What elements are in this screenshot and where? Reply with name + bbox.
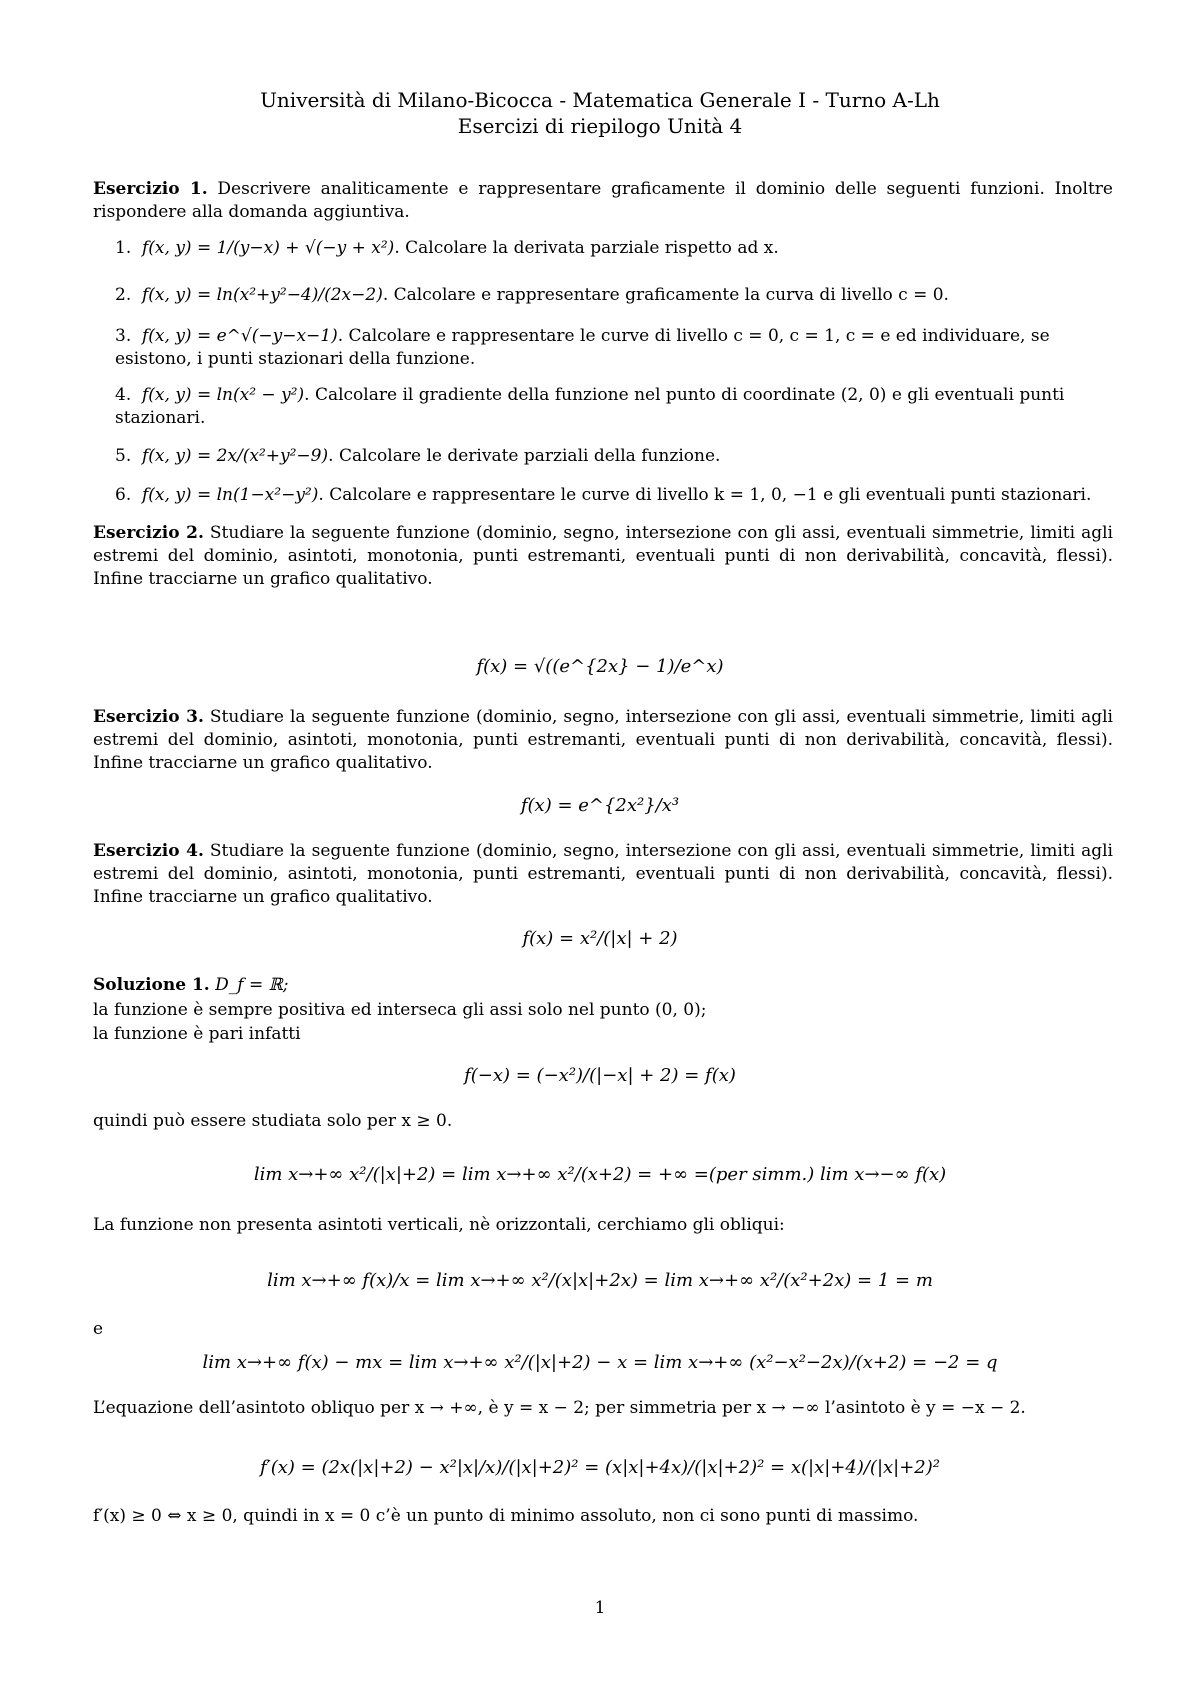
item-text: . Calcolare il gradiente della funzione nel punto di coordinate (2, 0) e gli eventuali punti stazionari.: [115, 385, 1065, 428]
solution-1-line-6: L’equazione dell’asintoto obliquo per x → +∞, è y = x − 2; per simmetria per x → −∞ l’asintoto è y = −x − 2.: [93, 1398, 1026, 1418]
solution-1-derivative-equation: f′(x) = (2x(|x|+2) − x²|x|/x)/(|x|+2)² = (x|x|+4x)/(|x|+2)² = x(|x|+4)/(|x|+2)²: [259, 1457, 940, 1478]
exercise-1-label: Esercizio 1.: [93, 179, 208, 199]
header-subtitle: Esercizi di riepilogo Unità 4: [457, 114, 743, 138]
exercise-4-body: Studiare la seguente funzione (dominio, segno, intersezione con gli assi, eventuali simmetrie, limiti agli estremi del dominio, asintoti, monotonia, punti estremanti, eventuali punti di non derivabilità, concavità, flessi). Infine tracciarne un grafico qualitativo.: [93, 841, 1113, 907]
solution-1-q-equation: lim x→+∞ f(x) − mx = lim x→+∞ x²/(|x|+2) − x = lim x→+∞ (x²−x²−2x)/(x+2) = −2 = q: [202, 1352, 998, 1373]
item-text: . Calcolare e rappresentare le curve di livello c = 0, c = 1, c = e ed individuare, se esistono, i punti stazionari della funzione.: [115, 326, 1050, 369]
exercise-2-label: Esercizio 2.: [93, 523, 204, 543]
item-text: . Calcolare e rappresentare le curve di livello k = 1, 0, −1 e gli eventuali punti stazionari.: [318, 485, 1092, 505]
item-number: 1.: [115, 238, 132, 258]
item-formula: f(x, y) = 2x/(x²+y²−9): [142, 446, 329, 466]
exercise-3-text: [93, 706, 1113, 775]
exercise-1-intro: [93, 178, 1113, 224]
exercise-2-text: [93, 522, 1113, 591]
item-formula: f(x, y) = ln(x² − y²): [142, 385, 305, 405]
exercise-1-item-3: [115, 325, 1113, 371]
header-title: Università di Milano-Bicocca - Matematica Generale I - Turno A-Lh: [260, 88, 940, 112]
exercise-4-formula: f(x) = x²/(|x| + 2): [522, 928, 678, 949]
solution-1-limit-equation: lim x→+∞ x²/(|x|+2) = lim x→+∞ x²/(x+2) = +∞ =(per simm.) lim x→−∞ f(x): [253, 1164, 947, 1185]
exercise-4-text: [93, 840, 1113, 909]
exercise-2-formula: f(x) = √((e^{2x} − 1)/e^x): [476, 656, 724, 677]
exercise-3-body: Studiare la seguente funzione (dominio, segno, intersezione con gli assi, eventuali simmetrie, limiti agli estremi del dominio, asintoti, monotonia, punti estremanti, eventuali punti di non derivabilità, concavità, flessi). Infine tracciarne un grafico qualitativo.: [93, 707, 1113, 773]
exercise-1-item-2: [115, 284, 1113, 307]
item-text: . Calcolare le derivate parziali della funzione.: [328, 446, 721, 466]
exercise-1-item-5: [115, 445, 1113, 468]
exercise-3-label: Esercizio 3.: [93, 707, 204, 727]
item-formula: f(x, y) = ln(x²+y²−4)/(2x−2): [142, 285, 383, 305]
solution-1-line-3: la funzione è pari infatti: [93, 1024, 301, 1044]
item-number: 4.: [115, 385, 132, 405]
exercise-1-item-4: [115, 384, 1113, 430]
item-formula: f(x, y) = 1/(y−x) + √(−y + x²): [142, 238, 395, 258]
solution-1-line-4: quindi può essere studiata solo per x ≥ 0.: [93, 1111, 453, 1131]
solution-1-label: Soluzione 1.: [93, 975, 210, 995]
solution-1-line-2: la funzione è sempre positiva ed interseca gli assi solo nel punto (0, 0);: [93, 1000, 707, 1020]
item-formula: f(x, y) = ln(1−x²−y²): [142, 485, 319, 505]
item-formula: f(x, y) = e^√(−y−x−1): [142, 326, 338, 346]
item-number: 2.: [115, 285, 132, 305]
solution-1-line-5: La funzione non presenta asintoti verticali, nè orizzontali, cerchiamo gli obliqui:: [93, 1215, 785, 1235]
exercise-1-item-1: [115, 237, 1113, 260]
item-text: . Calcolare e rappresentare graficamente la curva di livello c = 0.: [382, 285, 949, 305]
item-number: 3.: [115, 326, 132, 346]
exercise-2-body: Studiare la seguente funzione (dominio, segno, intersezione con gli assi, eventuali simmetrie, limiti agli estremi del dominio, asintoti, monotonia, punti estremanti, eventuali punti di non derivabilità, concavità, flessi). Infine tracciarne un grafico qualitativo.: [93, 523, 1113, 589]
solution-1-e: e: [93, 1319, 104, 1339]
solution-1-heading: [93, 974, 1113, 997]
exercise-1-text: Descrivere analiticamente e rappresentare graficamente il dominio delle seguenti funzioni. Inoltre rispondere alla domanda aggiuntiva.: [93, 179, 1113, 222]
item-number: 6.: [115, 485, 132, 505]
exercise-3-formula: f(x) = e^{2x²}/x³: [520, 795, 680, 816]
exercise-4-label: Esercizio 4.: [93, 841, 204, 861]
solution-1-domain: D_f = ℝ;: [215, 975, 289, 995]
item-number: 5.: [115, 446, 132, 466]
solution-1-line-7: f′(x) ≥ 0 ⇔ x ≥ 0, quindi in x = 0 c’è un punto di minimo assoluto, non ci sono punti di massimo.: [93, 1506, 919, 1526]
solution-1-even-equation: f(−x) = (−x²)/(|−x| + 2) = f(x): [464, 1065, 736, 1086]
page-number: 1: [594, 1598, 606, 1618]
exercise-1-item-6: [115, 484, 1113, 507]
solution-1-m-equation: lim x→+∞ f(x)/x = lim x→+∞ x²/(x|x|+2x) = lim x→+∞ x²/(x²+2x) = 1 = m: [267, 1270, 933, 1291]
item-text: . Calcolare la derivata parziale rispetto ad x.: [394, 238, 779, 258]
